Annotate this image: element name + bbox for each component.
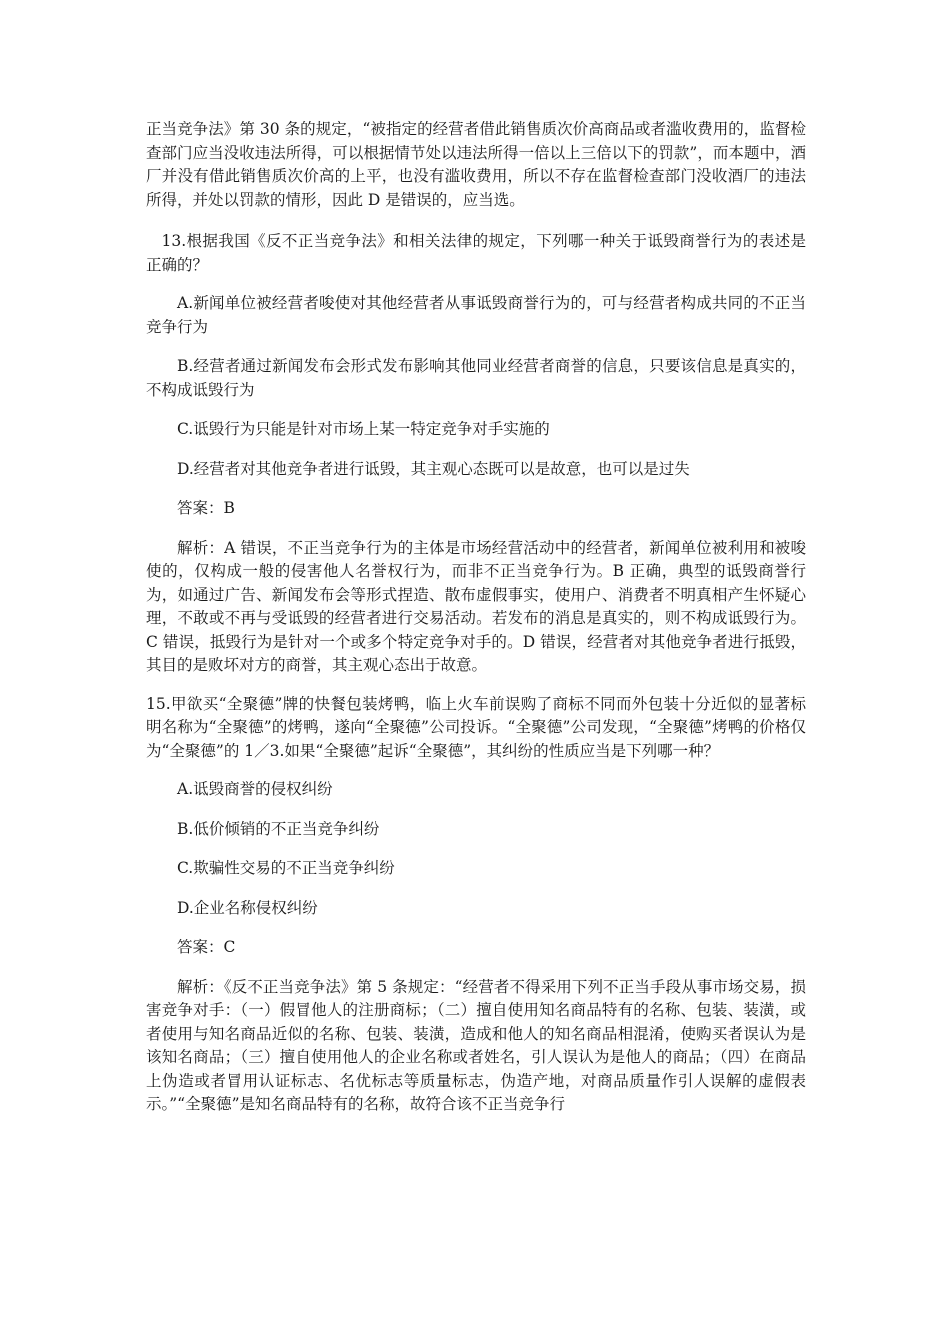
question-13-option-a: A.新闻单位被经营者唆使对其他经营者从事诋毁商誉行为的，可与经营者构成共同的不正当竞争行为	[146, 294, 806, 336]
question-15-option-c: C.欺骗性交易的不正当竞争纠纷	[177, 859, 395, 877]
document-body	[146, 118, 806, 1132]
question-13-stem: 13.根据我国《反不正当竞争法》和相关法律的规定，下列哪一种关于诋毁商誉行为的表述是正确的？	[146, 232, 806, 274]
intro-paragraph: 正当竞争法》第 30 条的规定，“被指定的经营者借此销售质次价高商品或者滥收费用的，监督检查部门应当没收违法所得，可以根据情节处以违法所得一倍以上三倍以下的罚款”，而本题中，酒厂并没有借此销售质次价高的上平，也没有滥收费用，所以不存在监督检查部门没收酒厂的违法所得，并处以罚款的情形，因此 D 是错误的，应当选。	[146, 120, 806, 209]
question-15-option-d: D.企业名称侵权纠纷	[177, 898, 318, 917]
question-15-analysis: 解析：《反不正当竞争法》第 5 条规定：“经营者不得采用下列不正当手段从事市场交易，损害竞争对手：（一）假冒他人的注册商标；（二）擅自使用知名商品特有的名称、包装、装潢，或者使用与知名商品近似的名称、包装、装潢，造成和他人的知名商品相混淆，使购买者误认为是该知名商品；（三）擅自使用他人的企业名称或者姓名，引人误认为是他人的商品；（四）在商品上伪造或者冒用认证标志、名优标志等质量标志，伪造产地，对商品质量作引人误解的虚假表示。”“全聚德”是知名商品特有的名称，故符合该不正当竞争行	[146, 977, 806, 1113]
question-13-option-d: D.经营者对其他竞争者进行诋毁，其主观心态既可以是故意，也可以是过失	[177, 459, 690, 478]
question-15-option-a: A.诋毁商誉的侵权纠纷	[177, 780, 333, 798]
question-15-stem: 15.甲欲买“全聚德”牌的快餐包装烤鸭，临上火车前误购了商标不同而外包装十分近似的显著标明名称为“全聚德”的烤鸭，遂向“全聚德”公司投诉。“全聚德”公司发现，“全聚德”烤鸭的价格仅为“全聚德”的 1／3.如果“全聚德”起诉“全聚德”，其纠纷的性质应当是下列哪一种？	[146, 694, 806, 760]
question-13-option-b: B.经营者通过新闻发布会形式发布影响其他同业经营者商誉的信息，只要该信息是真实的，不构成诋毁行为	[146, 357, 806, 399]
question-15-answer: 答案：C	[177, 938, 236, 956]
question-15-option-b: B.低价倾销的不正当竞争纠纷	[177, 819, 380, 838]
question-13-option-c: C.诋毁行为只能是针对市场上某一特定竞争对手实施的	[177, 420, 550, 438]
question-13-analysis: 解析：A 错误，不正当竞争行为的主体是市场经营活动中的经营者，新闻单位被利用和被唆使的，仅构成一般的侵害他人名誉权行为，而非不正当竞争行为。B 正确，典型的诋毁商誉行为，如通过广告、新闻发布会等形式捏造、散布虚假事实，使用户、消费者不明真相产生怀疑心理，不敢或不再与受诋毁的经营者进行交易活动。若发布的消息是真实的，则不构成诋毁行为。C 错误，抵毁行为是针对一个或多个特定竞争对手的。D 错误，经营者对其他竞争者进行抵毁，其目的是败坏对方的商誉，其主观心态出于故意。	[146, 538, 806, 674]
question-13-answer: 答案：B	[177, 499, 235, 517]
